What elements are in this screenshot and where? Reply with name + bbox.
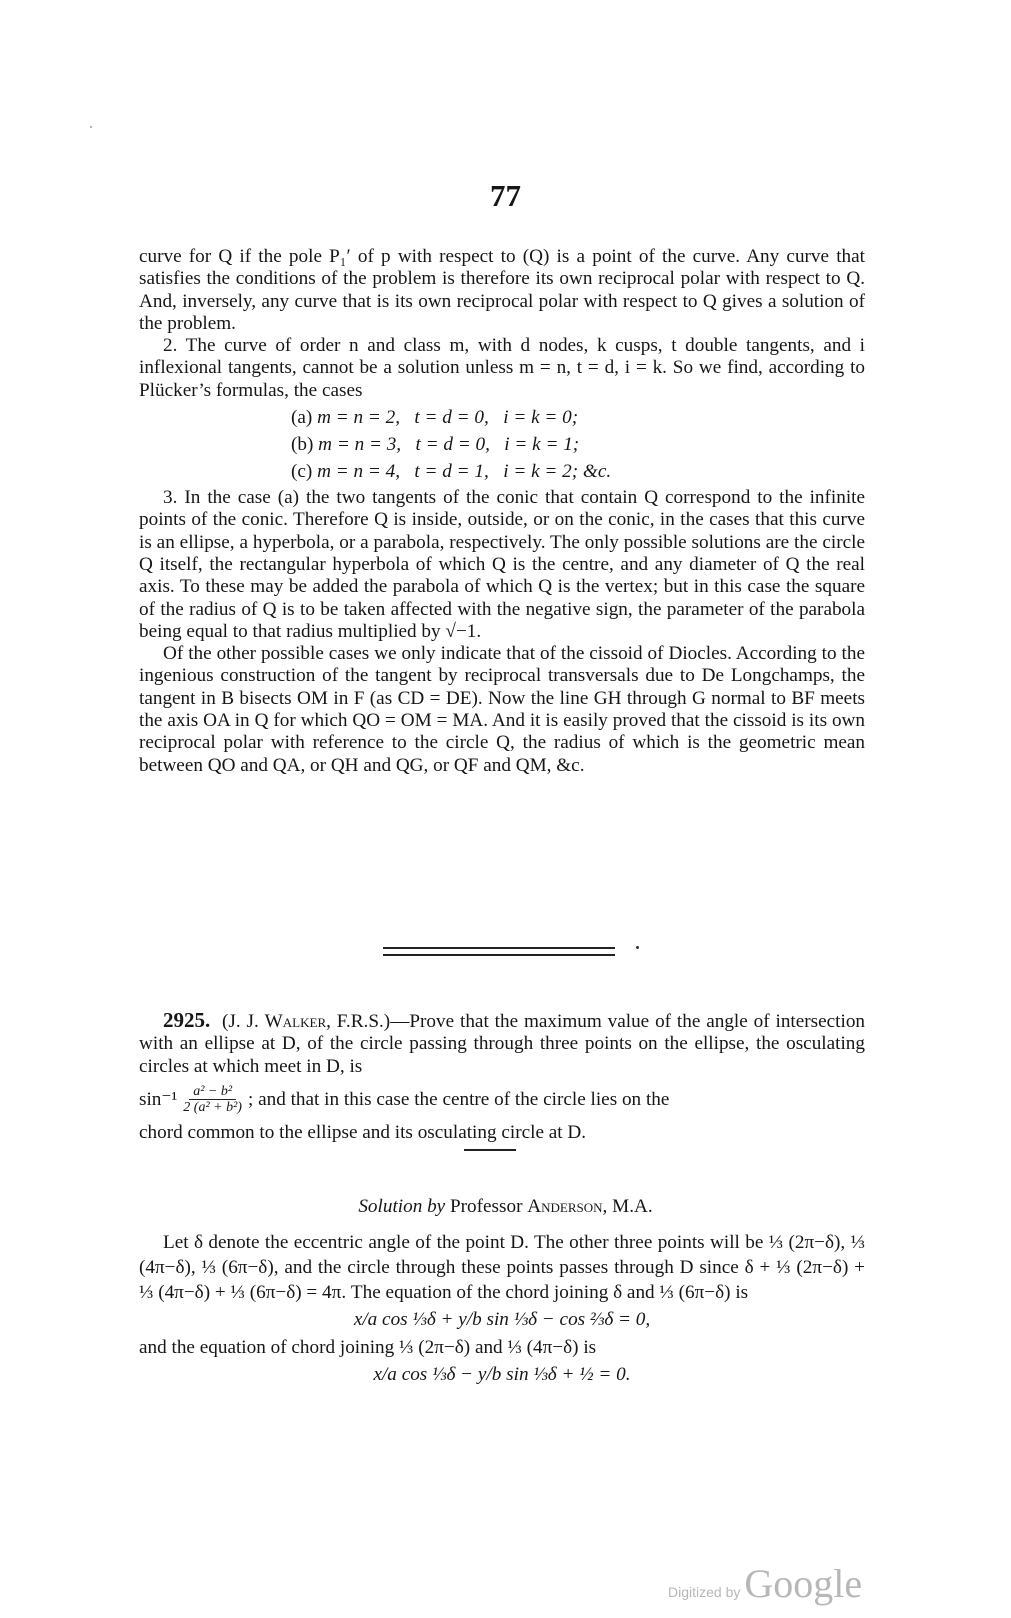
problem-statement-end: chord common to the ellipse and its osculating circle at D. — [139, 1121, 587, 1143]
fraction — [183, 1084, 242, 1115]
problem-number: 2925. — [163, 1008, 211, 1032]
problem-2925 — [139, 1009, 865, 1144]
solution-author: Anderson — [527, 1196, 603, 1217]
continued-solution — [139, 246, 865, 777]
case-a: (a) m = n = 2, t = d = 0, i = k = 0; — [291, 407, 579, 429]
solution-paragraph-1: Let δ denote the eccentric angle of the point D. The other three points will be ⅓ (2π−δ), ⅓ (4π−δ), ⅓ (6π−δ), and the circle through these points passes through D since δ + ⅓ (2π−δ) + ⅓ (4π−δ) + ⅓ (6π−δ) = 4π. The equation of the chord joining δ and ⅓ (6π−δ) is — [139, 1232, 865, 1303]
fraction-numerator: a² − b² — [189, 1084, 236, 1100]
solution-body — [139, 1230, 865, 1390]
case-b: (b) m = n = 3, t = d = 0, i = k = 1; — [291, 434, 580, 456]
scan-speck — [636, 946, 639, 949]
equation-2: x/a cos ⅓δ − y/b sin ⅓δ + ½ = 0. — [373, 1364, 631, 1385]
paragraph-1: curve for Q if the pole P₁′ of p with respect to (Q) is a point of the curve. Any curve that satisfies the conditions of the problem is therefore its own reciprocal polar with respect to Q. And, inversely, any curve that is its own reciprocal polar with respect to Q gives a solution of the problem. — [139, 246, 865, 334]
cases-list — [291, 404, 865, 485]
paragraph-3: 3. In the case (a) the two tangents of the conic that contain Q correspond to the infinite points of the conic. Therefore Q is inside, outside, or on the conic, in the cases that this curve is an ellipse, a hyperbola, or a parabola, respectively. The only possible solutions are the circle Q itself, the rectangular hyperbola of which Q is the centre, and any diameter of Q the real axis. To these may be added the parabola of which Q is the vertex; but in this case the square of the radius of Q is to be taken affected with the negative sign, the parameter of the parabola being equal to that radius multiplied by √−1. — [139, 487, 865, 642]
fraction-denominator: 2 (a² + b²) — [183, 1100, 242, 1116]
solution-paragraph-2: and the equation of chord joining ⅓ (2π−δ) and ⅓ (4π−δ) is — [139, 1337, 597, 1358]
google-watermark — [668, 1560, 862, 1607]
problem-statement: 2925. (J. J. Walker, F.R.S.)—Prove that the maximum value of the angle of intersection with an ellipse at D, of the circle passing through three points on the ellipse, the osculating circles at which meet in D, is — [139, 1008, 866, 1077]
problem-author: Walker — [264, 1011, 327, 1032]
solution-heading: Solution by Professor Anderson, M.A. — [358, 1196, 653, 1217]
scan-speck — [90, 126, 92, 128]
section-divider-short — [464, 1149, 516, 1151]
paragraph-4: Of the other possible cases we only indicate that of the cissoid of Diocles. According to the ingenious construction of the tangent by reciprocal transversals due to De Longchamps, the tangent in B bisects OM in F (as CD = DE). Now the line GH through G normal to BF meets the axis OA in Q for which QO = OM = MA. And it is easily proved that the cissoid is its own reciprocal polar with reference to the circle Q, the radius of which is the geometric mean between QO and QA, or QH and QG, or QF and QM, &c. — [139, 643, 865, 776]
page-number: 77 — [490, 178, 521, 213]
formula-line — [139, 1078, 865, 1122]
sin-inverse: sin⁻¹ — [139, 1088, 178, 1110]
paragraph-2: 2. The curve of order n and class m, with d nodes, k cusps, t double tangents, and i inflexional tangents, cannot be a solution unless m = n, t = d, i = k. So we find, according to Plücker’s formulas, the cases — [139, 335, 865, 401]
watermark-prefix: Digitized by — [668, 1584, 741, 1600]
section-divider-double — [383, 947, 615, 956]
case-c: (c) m = n = 4, t = d = 1, i = k = 2; &c. — [291, 461, 612, 483]
formula-trailing-text: ; and that in this case the centre of the circle lies on the — [247, 1088, 670, 1110]
google-logo: Google — [744, 1561, 863, 1606]
equation-1: x/a cos ⅓δ + y/b sin ⅓δ − cos ⅔δ = 0, — [353, 1309, 651, 1330]
